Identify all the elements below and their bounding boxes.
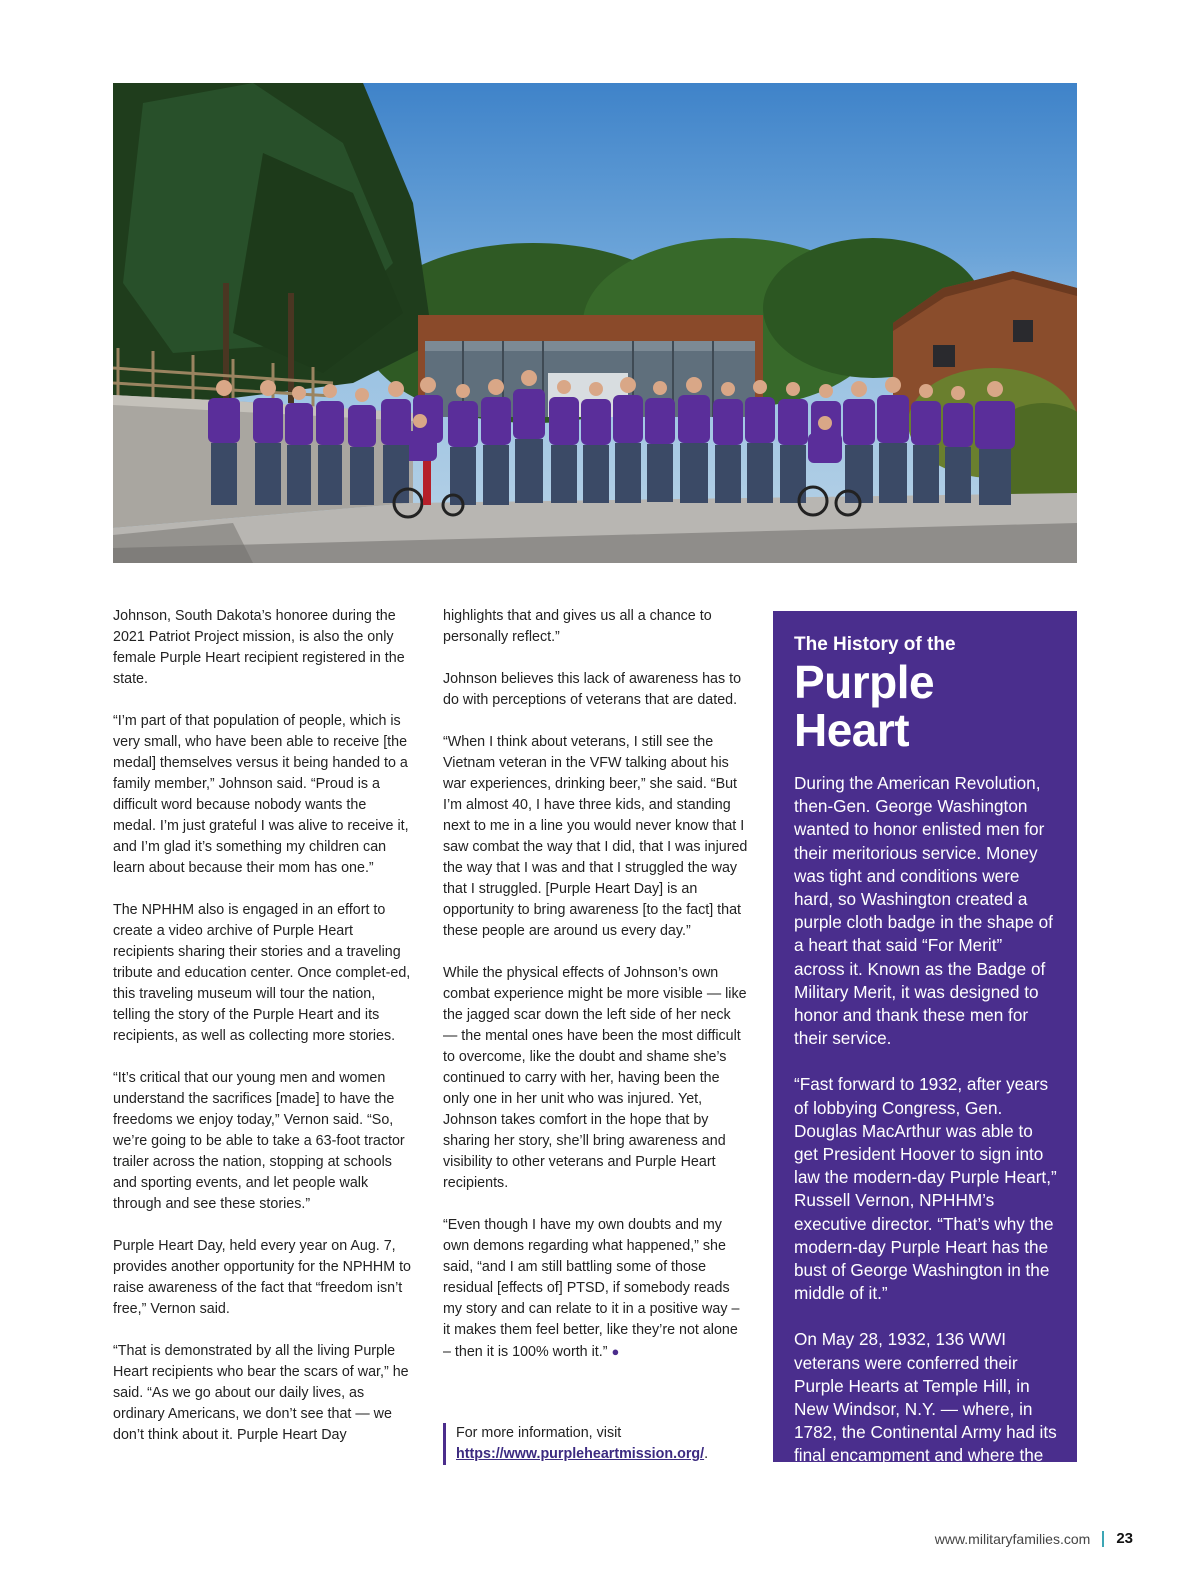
paragraph-final (443, 1215, 748, 1363)
group-photo (113, 83, 1077, 563)
paragraph: Johnson, South Dakota’s honoree during the 2021 Patriot Project mission, is also the only female Purple Heart recipient registered in the state. (113, 608, 405, 687)
footer-separator (1102, 1531, 1104, 1547)
paragraph: The NPHHM also is engaged in an effort to create a video archive of Purple Heart recipients sharing their stories and a traveling tribute and education center. Once complet-ed, this traveling museum will tour the nation, telling the story of the Purple Heart and its recipients, as well as collecting more stories. (113, 902, 411, 1044)
sidebar-paragraph: “Fast forward to 1932, after years of lobbying Congress, Gen. Douglas MacArthur was able to get President Hoover to sign into law the modern-day Purple Heart,” Russell Vernon, NPHHM’s executive director. “That’s why the modern-day Purple Heart has the bust of George Washington in the middle of it.” (794, 1074, 1057, 1304)
article-column-2 (443, 606, 748, 1384)
paragraph: “I’m part of that population of people, which is very small, who have been able to receive [the medal] themselves versus it being handed to a family member,” Johnson said. “Proud is a difficult word because nobody wants the medal. I’m just grateful I was alive to receive it, and I’m glad it’s something my children can learn about because their mom has one.” (113, 713, 409, 876)
footer-website[interactable]: www.militaryfamilies.com (934, 1530, 1091, 1547)
more-info-link-row (456, 1444, 708, 1465)
paragraph: Purple Heart Day, held every year on Aug. 7, provides another opportunity for the NPHHM to raise awareness of the fact that “freedom isn’t free,” Vernon said. (113, 1238, 412, 1317)
paragraph: “When I think about veterans, I still see the Vietnam veteran in the VFW talking about his war experiences, drinking beer,” she said. “But I’m almost 40, I have three kids, and standing next to me in a line you would never know that I saw combat the way that I did, that I was injured the way that I was and that I struggled the way that I struggled. [Purple Heart Day] is an opportunity to bring awareness [to the fact] that these people are around us every day.” (443, 734, 748, 939)
more-info-label: For more information, visit (456, 1425, 622, 1441)
sidebar-paragraph: During the American Revolution, then-Gen. George Washington wanted to honor enlisted men for their meritorious service. Money was tight and conditions were hard, so Washington created a purple cloth badge in the shape of a heart that said “For Merit” across it. Known as the Badge of Military Merit, it was designed to honor and thank these men for their service. (794, 773, 1053, 1049)
paragraph: “It’s critical that our young men and women understand the sacrifices [made] to have the freedoms we enjoy today,” Vernon said. “So, we’re going to be able to take a 63-foot tractor trailer across the nation, stopping at schools and sporting events, and let people walk through and see these stories.” (113, 1070, 405, 1212)
photo-illustration (113, 83, 1077, 563)
paragraph-text: “Even though I have my own doubts and my own demons regarding what happened,” she said, “and I am still battling some of those residual [effects of] PTSD, if somebody reads my story and can relate to it in a positive way – it makes them feel better, like they’re not alone – then it is 100% worth it.” (443, 1217, 740, 1360)
purple-heart-mission-link[interactable]: https://www.purpleheartmission.org/ (456, 1446, 705, 1462)
article-column-1 (113, 606, 413, 1467)
paragraph: While the physical effects of Johnson’s own combat experience might be more visible — like the jagged scar down the left side of her neck — the mental ones have been the most difficult to overcome, like the doubt and shame she’s continued to carry with her, having been the only one in her unit who was injured. Yet, Johnson takes comfort in the hope that by sharing her story, she’ll bring awareness and visibility to other veterans and Purple Heart recipients. (443, 965, 747, 1191)
more-info-callout (443, 1423, 708, 1465)
paragraph: “That is demonstrated by all the living Purple Heart recipients who bear the scars of war,” he said. “As we go about our daily lives, as ordinary Americans, we don’t see that — we don’t think about it. Purple Heart Day (113, 1343, 409, 1443)
link-trailing-period: . (704, 1446, 709, 1462)
page-number: 23 (1116, 1530, 1133, 1547)
page-footer (935, 1530, 1133, 1547)
sidebar-kicker: The History of the (794, 634, 956, 655)
paragraph: Johnson believes this lack of awareness has to do with perceptions of veterans that are dated. (443, 671, 742, 708)
end-of-story-dot-icon: ● (611, 1344, 620, 1359)
paragraph: highlights that and gives us all a chance to personally reflect.” (443, 608, 712, 645)
history-sidebar (773, 611, 1077, 1512)
sidebar-paragraph: On May 28, 1932, 136 WWI veterans were conferred their Purple Hearts at Temple Hill, in New Windsor, N.Y. — where, in 1782, the Continental Army had its final encampment and where the National Purple Heart Honor Mission stands today. (794, 1329, 1057, 1512)
sidebar-title: Purple Heart (794, 656, 935, 756)
